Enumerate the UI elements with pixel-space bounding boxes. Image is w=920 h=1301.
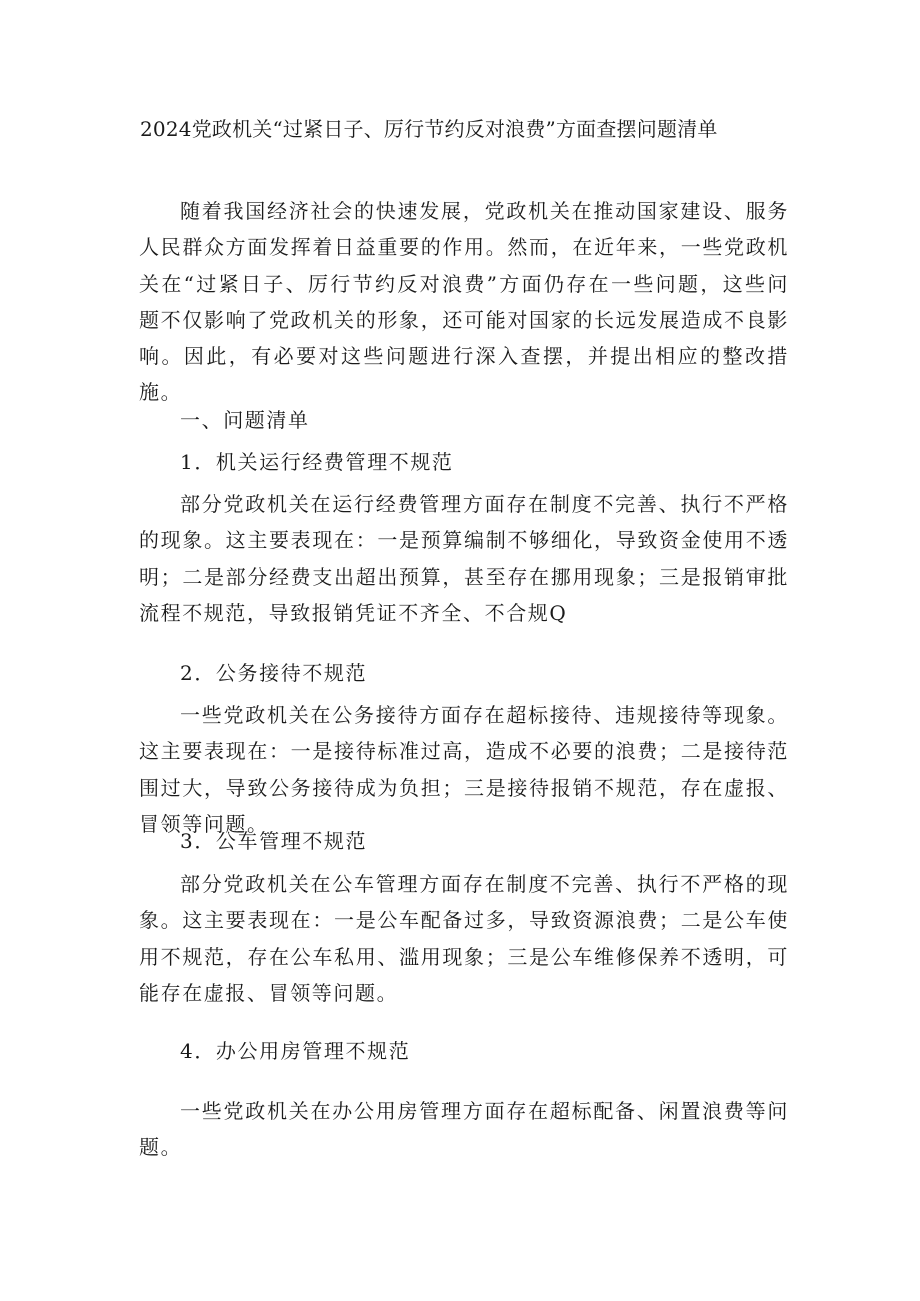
item-3-heading: 3．公车管理不规范 xyxy=(180,829,368,853)
item-4-heading: 4．办公用房管理不规范 xyxy=(180,1039,411,1063)
item-2-heading: 2．公务接待不规范 xyxy=(180,661,368,685)
section-heading: 一、问题清单 xyxy=(180,408,310,432)
item-4-paragraph: 一些党政机关在办公用房管理方面存在超标配备、闲置浪费等问题。 xyxy=(139,1099,789,1160)
intro-paragraph: 随着我国经济社会的快速发展，党政机关在推动国家建设、服务人民群众方面发挥着日益重要的作用。然而，在近年来，一些党政机关在“过紧日子、厉行节约反对浪费”方面仍存在一些问题，这些问题不仅影响了党政机关的形象，还可能对国家的长远发展造成不良影响。因此，有必要对这些问题进行深入查摆，并提出相应的整改措施。 xyxy=(139,199,789,405)
document-title: 2024党政机关“过紧日子、厉行节约反对浪费”方面查摆问题清单 xyxy=(140,117,718,141)
item-1-paragraph: 部分党政机关在运行经费管理方面存在制度不完善、执行不严格的现象。这主要表现在：一是预算编制不够细化，导致资金使用不透明；二是部分经费支出超出预算，甚至存在挪用现象；三是报销审批流程不规范，导致报销凭证不齐全、不合规Q xyxy=(139,492,789,625)
item-1-heading: 1．机关运行经费管理不规范 xyxy=(180,450,454,474)
item-3-paragraph: 部分党政机关在公车管理方面存在制度不完善、执行不严格的现象。这主要表现在：一是公车配备过多，导致资源浪费；二是公车使用不规范，存在公车私用、滥用现象；三是公车维修保养不透明，可能存在虚报、冒领等问题。 xyxy=(139,872,789,1005)
item-2-paragraph: 一些党政机关在公务接待方面存在超标接待、违规接待等现象。这主要表现在：一是接待标准过高，造成不必要的浪费；二是接待范围过大，导致公务接待成为负担；三是接待报销不规范，存在虚报、冒领等问题。 xyxy=(139,703,789,836)
